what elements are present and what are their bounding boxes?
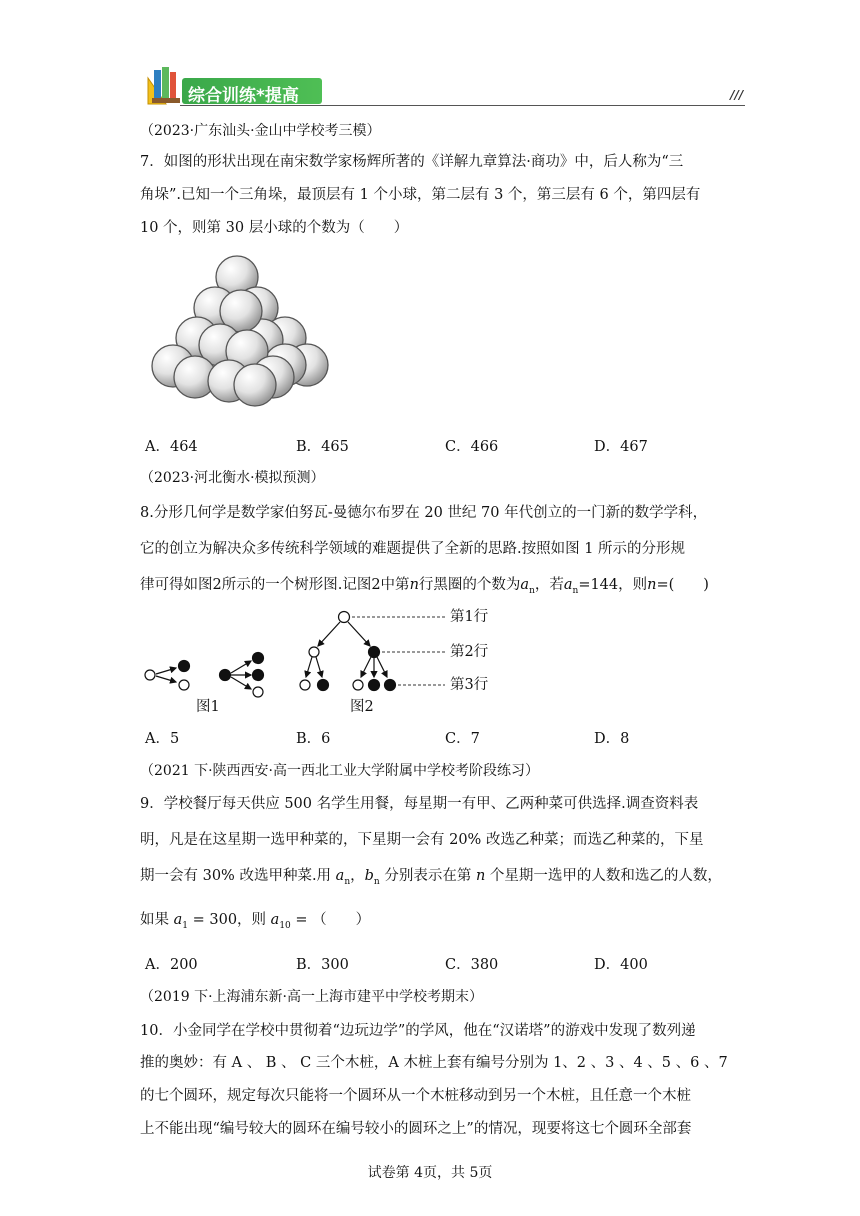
q7-option-c: C．466 <box>445 439 499 455</box>
q8-source: （2023·河北衡水·模拟预测） <box>140 470 325 486</box>
q7-option-d: D．467 <box>594 439 648 455</box>
figure-2-caption: 图2 <box>350 699 374 715</box>
q9-option-b: B．300 <box>296 957 349 973</box>
fractal-tree-figure <box>140 605 500 715</box>
banner-title: 综合训练*提高 <box>188 86 299 106</box>
q8-option-a: A．5 <box>145 731 180 747</box>
figure-row-label-2: 第2行 <box>450 644 489 660</box>
q7-option-a: A．464 <box>145 439 198 455</box>
header-slashes: /// <box>730 88 744 102</box>
figure-1-caption: 图1 <box>196 699 220 715</box>
q10-line-3: 的七个圆环，规定每次只能将一个圆环从一个木桩移动到另一个木桩，且任意一个木桩 <box>140 1088 691 1104</box>
q9-line-2: 明，凡是在这星期一选甲种菜的，下星期一会有 20% 改选乙种菜；而选乙种菜的，下星 <box>140 832 704 848</box>
q7-line-3: 10 个，则第 30 层小球的个数为（ ） <box>140 220 409 236</box>
q10-source: （2019 下·上海浦东新·高一上海市建平中学校考期末） <box>140 989 483 1005</box>
q7-option-b: B．465 <box>296 439 349 455</box>
q10-line-2: 推的奥妙：有 A 、 B 、 C 三个木桩，A 木桩上套有编号分别为 1、2 、3 、4 、5 、6 、7 <box>140 1055 728 1071</box>
ball-pyramid-figure <box>145 253 330 413</box>
q8-line-1: 8.分形几何学是数学家伯努瓦-曼德尔布罗在 20 世纪 70 年代创立的一门新的数学学科， <box>140 505 708 521</box>
q7-source: （2023·广东汕头·金山中学校考三模） <box>140 123 381 139</box>
q7-line-1: 7．如图的形状出现在南宋数学家杨辉所著的《详解九章算法·商功》中，后人称为“三 <box>140 154 684 170</box>
q9-option-c: C．380 <box>445 957 499 973</box>
q8-line-2: 它的创立为解决众多传统科学领域的难题提供了全新的思路.按照如图 1 所示的分形规 <box>140 541 686 557</box>
q10-line-4: 上不能出现“编号较大的圆环在编号较小的圆环之上”的情况，现要将这七个圆环全部套 <box>140 1121 692 1137</box>
q7-line-2: 角垛”.已知一个三角垛，最顶层有 1 个小球，第二层有 3 个，第三层有 6 个，第四层有 <box>140 187 701 203</box>
q8-option-d: D．8 <box>594 731 630 747</box>
q9-line-1: 9．学校餐厅每天供应 500 名学生用餐，每星期一有甲、乙两种菜可供选择.调查资料表 <box>140 796 699 812</box>
header-rule <box>180 105 745 106</box>
q10-line-1: 10．小金同学在学校中贯彻着“边玩边学”的学风，他在“汉诺塔”的游戏中发现了数列递 <box>140 1023 696 1039</box>
q8-line-3: 律可得如图2所示的一个树形图.记图2中第n行黑圈的个数为$a_n$，若$a_n=144$，则n=( ) <box>140 577 709 596</box>
q8-option-b: B．6 <box>296 731 331 747</box>
section-banner <box>148 66 323 106</box>
figure-row-label-1: 第1行 <box>450 609 489 625</box>
q9-source: （2021 下·陕西西安·高一西北工业大学附属中学校考阶段练习） <box>140 763 539 779</box>
q9-option-d: D．400 <box>594 957 648 973</box>
page-footer: 试卷第 4页，共 5页 <box>367 1165 493 1181</box>
figure-row-label-3: 第3行 <box>450 677 489 693</box>
q9-option-a: A．200 <box>145 957 198 973</box>
q8-option-c: C．7 <box>445 731 480 747</box>
q9-line-3: 期一会有 30% 改选甲种菜.用 $a_n$，$b_n$ 分别表示在第 n 个星期一选甲的人数和选乙的人数， <box>140 868 722 887</box>
q9-line-4: 如果 $a_1 = 300$，则 $a_{10}$ = （ ） <box>140 912 371 931</box>
